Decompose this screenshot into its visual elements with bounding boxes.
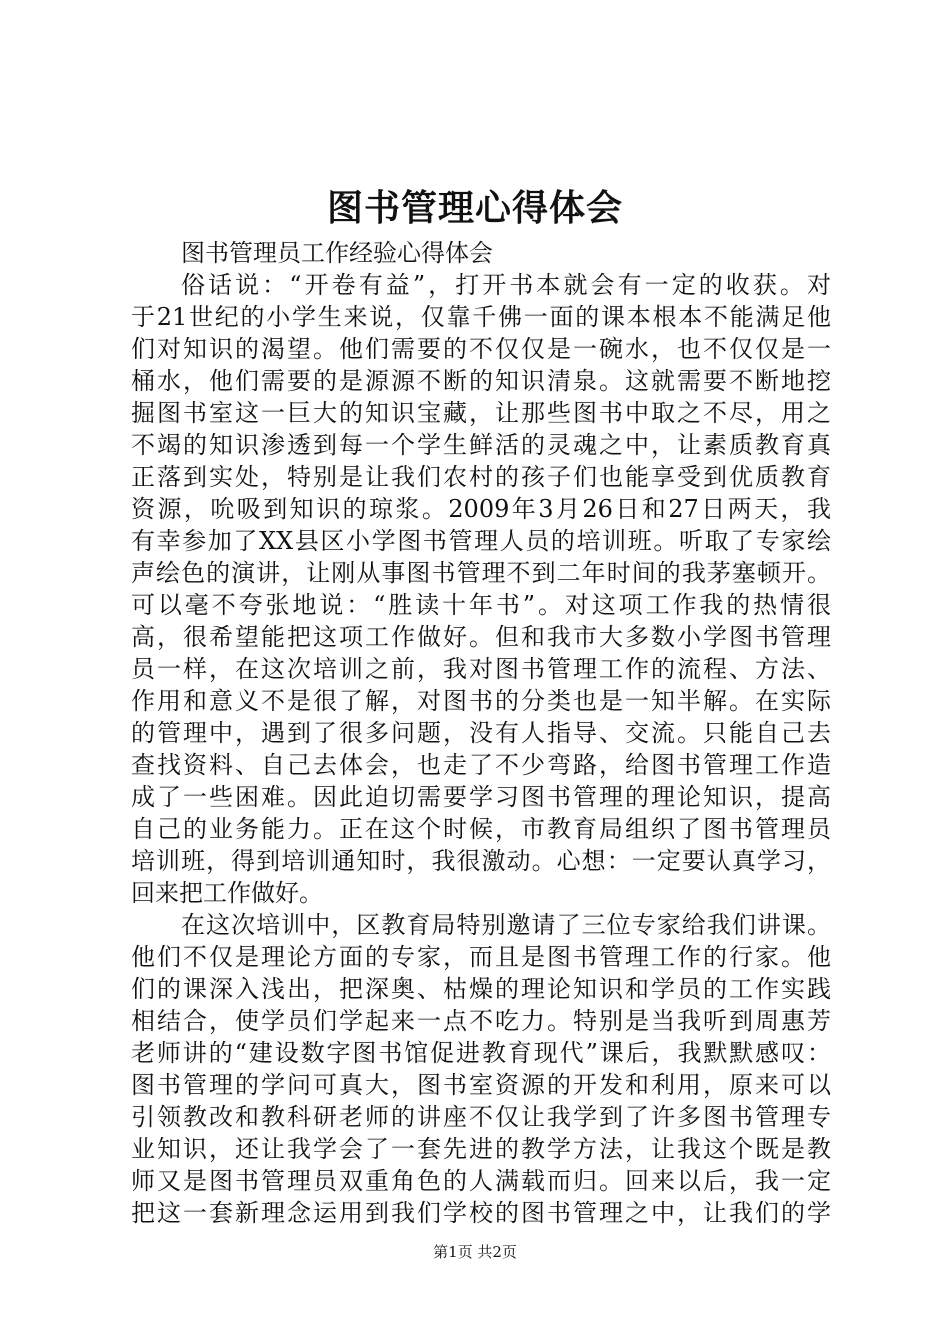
text-line: 老师讲的“建设数字图书馆促进教育现代”课后，我默默感叹： — [131, 1039, 831, 1067]
text-line: 不竭的知识渗透到每一个学生鲜活的灵魂之中，让素质教育真 — [131, 431, 831, 459]
text-line: 桶水，他们需要的是源源不断的知识清泉。这就需要不断地挖 — [131, 367, 831, 395]
document-body — [131, 237, 831, 1229]
text-line: 正落到实处，特别是让我们农村的孩子们也能享受到优质教育 — [131, 463, 831, 491]
text-line: 声绘色的演讲，让刚从事图书管理不到二年时间的我茅塞顿开。 — [131, 559, 831, 587]
text-line: 的管理中，遇到了很多问题，没有人指导、交流。只能自己去 — [131, 719, 831, 747]
text-line: 高，很希望能把这项工作做好。但和我市大多数小学图书管理 — [131, 623, 831, 651]
text-line: 培训班，得到培训通知时，我很激动。心想：一定要认真学习， — [131, 847, 831, 875]
text-line: 成了一些困难。因此迫切需要学习图书管理的理论知识，提高 — [131, 783, 831, 811]
text-line: 们的课深入浅出，把深奥、枯燥的理论知识和学员的工作实践 — [131, 975, 831, 1003]
text-line: 于21世纪的小学生来说，仅靠千佛一面的课本根本不能满足他 — [131, 303, 831, 331]
text-line: 可以毫不夸张地说：“胜读十年书”。对这项工作我的热情很 — [131, 591, 831, 619]
text-line: 作用和意义不是很了解，对图书的分类也是一知半解。在实际 — [131, 687, 831, 715]
document-title: 图书管理心得体会 — [326, 187, 623, 229]
text-line: 业知识，还让我学会了一套先进的教学方法，让我这个既是教 — [131, 1135, 831, 1163]
text-line: 俗话说：“开卷有益”，打开书本就会有一定的收获。对 — [181, 271, 831, 299]
text-line: 在这次培训中，区教育局特别邀请了三位专家给我们讲课。 — [181, 911, 831, 939]
text-line: 自己的业务能力。正在这个时候，市教育局组织了图书管理员 — [131, 815, 831, 843]
text-line: 掘图书室这一巨大的知识宝藏，让那些图书中取之不尽，用之 — [131, 399, 831, 427]
text-line: 他们不仅是理论方面的专家，而且是图书管理工作的行家。他 — [131, 943, 831, 971]
document-subtitle: 图书管理员工作经验心得体会 — [181, 239, 493, 267]
text-line: 回来把工作做好。 — [131, 879, 323, 907]
text-line: 们对知识的渴望。他们需要的不仅仅是一碗水，也不仅仅是一 — [131, 335, 831, 363]
text-line: 有幸参加了XX县区小学图书管理人员的培训班。听取了专家绘 — [131, 527, 831, 555]
paragraph-2 — [131, 909, 831, 1229]
page-number-footer: 第1页 共2页 — [433, 1243, 517, 1261]
text-line: 员一样，在这次培训之前，我对图书管理工作的流程、方法、 — [131, 655, 831, 683]
text-line: 图书管理的学问可真大，图书室资源的开发和利用，原来可以 — [131, 1071, 831, 1099]
text-line: 查找资料、自己去体会，也走了不少弯路，给图书管理工作造 — [131, 751, 831, 779]
paragraph-1 — [131, 269, 831, 909]
text-line: 引领教改和教科研老师的讲座不仅让我学到了许多图书管理专 — [131, 1103, 831, 1131]
text-line: 相结合，使学员们学起来一点不吃力。特别是当我听到周惠芳 — [131, 1007, 831, 1035]
text-line: 资源，吮吸到知识的琼浆。2009年3月26日和27日两天，我 — [131, 495, 831, 523]
text-line: 师又是图书管理员双重角色的人满载而归。回来以后，我一定 — [131, 1167, 831, 1195]
text-line: 把这一套新理念运用到我们学校的图书管理之中，让我们的学 — [131, 1199, 831, 1227]
